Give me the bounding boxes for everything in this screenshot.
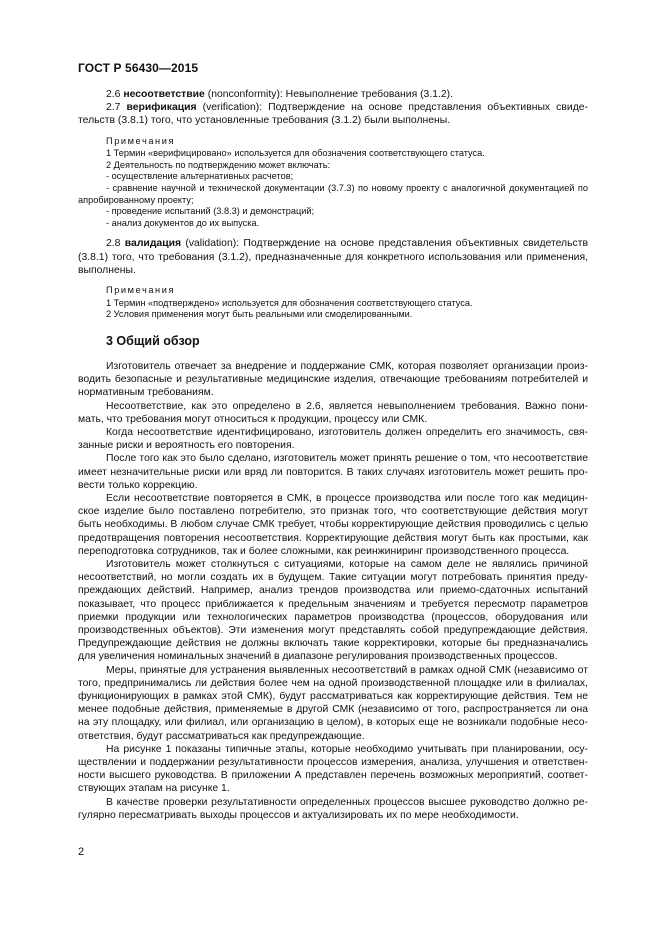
section-paragraph: Несоответствие, как это определено в 2.6, является невыполнением требования. Важно пони-мать, что требования могут относиться к продукции, процессу или СМК. [78, 400, 588, 425]
definition-2-7 [78, 101, 588, 127]
definition-number: 2.6 [106, 89, 121, 100]
section-paragraph: Когда несоответствие идентифицировано, изготовитель должен определить его значимость, свя-занные риски и вероятность его повторения. [78, 426, 588, 452]
section-paragraph: На рисунке 1 показаны типичные этапы, которые необходимо учитывать при планировании, осу-ществлении и поддержании результативности процессов измерения, анализа, улучшения и ответствен-ности высшего руководства. В приложении А представлен перечень возможных мероприятий, соответ-ствующих этапам на рисунке 1. [78, 743, 588, 795]
note-line: - проведение испытаний (3.8.3) и демонстраций; [106, 206, 315, 217]
note-line: - анализ документов до их выпуска. [106, 217, 260, 228]
definition-term: несоответствие [123, 89, 205, 100]
document-body [78, 88, 588, 822]
definition-2-8 [78, 237, 588, 277]
definition-text: (verification): Подтверждение на основе представления объективных свиде-тельств (3.8.1) того, что установленные требования (3.1.2) были выполнены. [78, 102, 588, 127]
notes-validation [78, 285, 588, 321]
section-paragraph: После того как это было сделано, изготовитель может принять решение о том, что несоответствие имеет незначительные риски или вряд ли повторится. В таких случаях изготовитель может решить про-вести только коррекцию. [78, 453, 588, 491]
notes-title: Примечания [106, 135, 176, 146]
notes-title: Примечания [106, 284, 176, 295]
definition-term: верификация [126, 102, 197, 114]
definition-text: (nonconformity): Невыполнение требования (3.1.2). [204, 89, 454, 100]
note-line: 1 Термин «подтверждено» используется для обозначения соответствующего статуса. [106, 297, 473, 308]
note-line: - осуществление альтернативных расчетов; [106, 171, 294, 182]
section-paragraph: Изготовитель отвечает за внедрение и поддержание СМК, которая позволяет организации произ-водить безопасные и результативные медицинские изделия, отвечающие требованиям потребителей и нормативным требованиям. [78, 360, 588, 399]
page-number: 2 [78, 846, 85, 858]
definition-2-6 [78, 88, 588, 101]
document-code-header: ГОСТ Р 56430—2015 [78, 61, 199, 75]
section-paragraph: Если несоответствие повторяется в СМК, в процессе производства или после того как медицин-ское изделие было поставлено потребителю, это признак того, что соответствующие действия могут быть необходимы. В любом случае СМК требует, чтобы корректирующие действия проводились с целью предотвращения повторения несоответствия. Корректирующие действия могут быть как простыми, как переподготовка сотрудников, так и более сложными, как реинжиниринг производственного процесса. [78, 492, 588, 557]
note-line: 2 Деятельность по подтверждению может включать: [106, 159, 331, 170]
note-line: 1 Термин «верифицировано» используется для обозначения соответствующего статуса. [106, 148, 485, 159]
section-paragraph: Меры, принятые для устранения выявленных несоответствий в рамках одной СМК (независимо от того, предпринимались ли действия более чем на одной производственной площадке или в филиалах, функционирующих в рамках этой СМК), будут рассматриваться как корректирующие действия. Тем не менее подобные действия, применяемые в другой СМК (независимо от того, распространяется ли она на эту площадку, или филиал, или организацию в целом), в которых еще не возникали подобные несо-ответствия, будут рассматриваться как предупреждающие. [78, 664, 588, 742]
definition-number: 2.8 [106, 238, 121, 250]
notes-verification [78, 136, 588, 230]
section-paragraph: В качестве проверки результативности определенных процессов высшее руководство должно ре-гулярно пересматривать выходы процессов и актуализировать их по мере необходимости. [78, 796, 588, 821]
definition-term: валидация [124, 238, 182, 250]
note-line: 2 Условия применения могут быть реальными или смоделированными. [106, 309, 413, 320]
section-heading: 3 Общий обзор [106, 333, 200, 348]
definition-text: (validation): Подтверждение на основе представления объективных свидетельств (3.8.1) того, что требования (3.1.2), предназначенные для конкретного использования или применения, выполнены. [78, 238, 588, 276]
note-line: - сравнение научной и технической документации (3.7.3) по новому проекту с аналогичной документацией по апробированному проекту; [78, 182, 588, 205]
definition-number: 2.7 [106, 102, 121, 114]
section-paragraph: Изготовитель может столкнуться с ситуациями, которые на самом деле не являлись причиной несоответствий, но могли создать их в будущем. Такие ситуации могут потребовать принятия преду-преждающих действий. Например, анализ трендов производства или приемо-сдаточных испытаний показывает, что процесс приближается к предельным значениям и требуется пересмотр параметров приемки продукции или технологических параметров производства (процессов, оборудования или производственных объектов). Эти изменения могут представлять собой предупреждающие действия. Предупреждающие действия не должны включать такие корректировки, которые бы предназначались для увеличения номинальных значений в диапазоне регулирования производственных процессов. [78, 559, 588, 663]
